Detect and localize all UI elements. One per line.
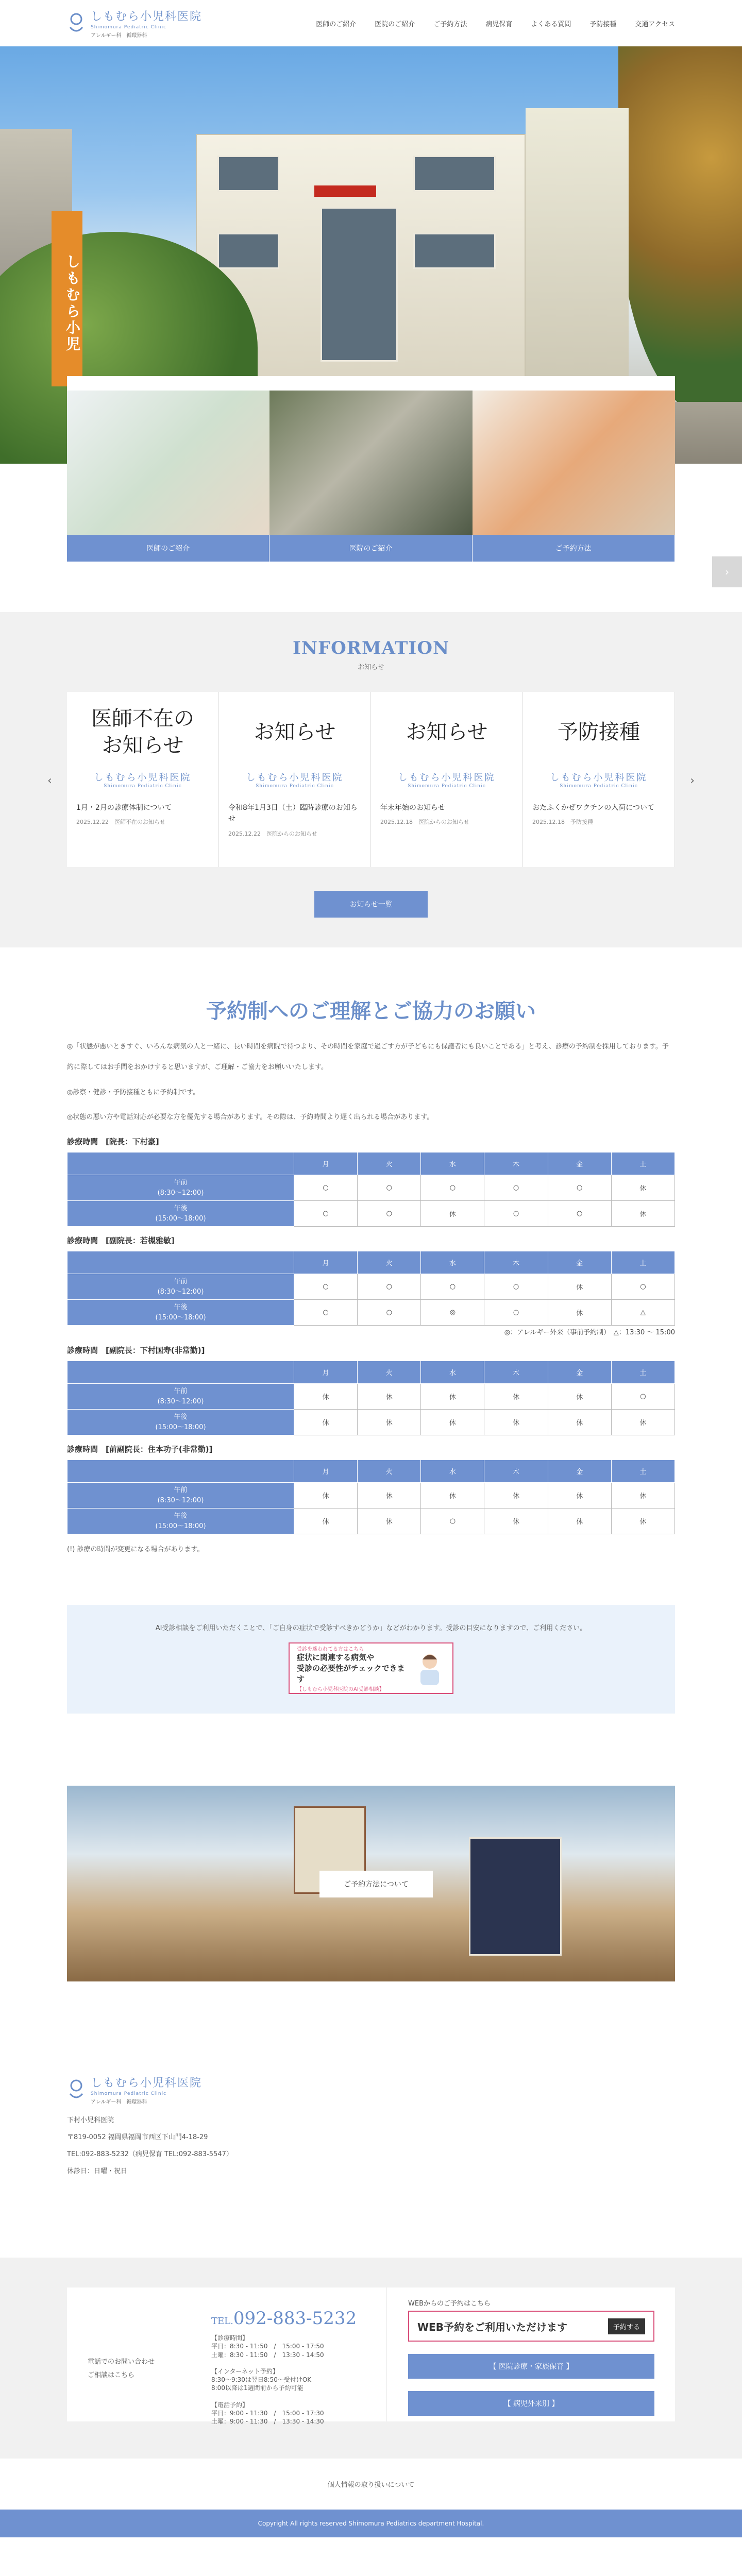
nav-vaccination[interactable]: 予防接種 bbox=[589, 20, 617, 28]
schedule-cell: 休 bbox=[548, 1509, 611, 1534]
news-item[interactable] bbox=[67, 692, 219, 867]
schedule-table bbox=[67, 1152, 675, 1227]
news-thumb-logo-name: しもむら小児科医院 bbox=[246, 772, 344, 783]
reservation-photo bbox=[67, 1786, 675, 1981]
schedule-cell: 休 bbox=[548, 1300, 611, 1326]
day-header: 木 bbox=[484, 1460, 548, 1483]
schedule-cell: 休 bbox=[294, 1410, 358, 1435]
web-reservation-button[interactable]: 予約する bbox=[608, 2318, 645, 2334]
banner-tag: 受診を迷われてる方はこちら bbox=[297, 1646, 364, 1652]
reservation-heading: 予約制へのご理解とご協力のお願い bbox=[206, 999, 536, 1023]
web-reservation-banner[interactable] bbox=[408, 2311, 654, 2342]
day-header: 水 bbox=[421, 1251, 484, 1274]
schedule-cell: 休 bbox=[611, 1509, 674, 1534]
footer-logo-subtitle: アレルギー科 循環器科 bbox=[91, 2099, 147, 2106]
day-header: 月 bbox=[294, 1251, 358, 1274]
day-header: 水 bbox=[421, 1153, 484, 1175]
time-slot-label: 午前 (8:30〜12:00) bbox=[68, 1483, 294, 1509]
nav-faq[interactable]: よくある質問 bbox=[531, 20, 571, 28]
footer-logo-name: しもむら小児科医院 bbox=[91, 2077, 203, 2090]
schedule-cell: ○ bbox=[484, 1175, 548, 1201]
day-header: 火 bbox=[358, 1251, 421, 1274]
news-thumb-logo-sub: Shimomura Pediatric Clinic bbox=[256, 784, 334, 789]
schedule-title: 診療時間 [院長：下村豪] bbox=[67, 1137, 159, 1147]
time-slot-label: 午後 (15:00〜18:00) bbox=[68, 1201, 294, 1227]
schedule-cell: 休 bbox=[548, 1483, 611, 1509]
schedule-table bbox=[67, 1251, 675, 1326]
schedule-cell: △ bbox=[611, 1300, 674, 1326]
table-corner bbox=[68, 1361, 294, 1384]
web-reservation-title: WEB予約をご利用いただけます bbox=[417, 2320, 567, 2333]
table-corner bbox=[68, 1460, 294, 1483]
schedule-cell: ○ bbox=[421, 1509, 484, 1534]
schedule-cell: 休 bbox=[484, 1384, 548, 1410]
card-doctor[interactable] bbox=[67, 391, 269, 562]
day-header: 土 bbox=[611, 1361, 674, 1384]
news-thumb-logo bbox=[532, 770, 665, 789]
news-item[interactable] bbox=[523, 692, 675, 867]
toy-house bbox=[469, 1837, 562, 1956]
day-header: 土 bbox=[611, 1251, 674, 1274]
news-thumb-logo-sub: Shimomura Pediatric Clinic bbox=[560, 784, 638, 789]
news-title[interactable]: 令和8年1月3日（土）臨時診療のお知らせ bbox=[228, 804, 358, 824]
card-reservation-label[interactable]: ご予約方法 bbox=[473, 535, 675, 562]
news-thumb-text: お知らせ bbox=[406, 720, 488, 744]
time-slot-label: 午後 (15:00〜18:00) bbox=[68, 1300, 294, 1326]
reservation-paragraph: ◎診察・健診・予防接種ともに予約制です。 bbox=[67, 1088, 200, 1096]
schedule-cell: 休 bbox=[358, 1384, 421, 1410]
ai-consult-section bbox=[67, 1605, 675, 1714]
schedule-legend: ◎：アレルギー外来（事前予約制） △：13:30 〜 15:00 bbox=[504, 1329, 675, 1337]
news-item[interactable] bbox=[371, 692, 523, 867]
time-slot-label: 午前 (8:30〜12:00) bbox=[68, 1175, 294, 1201]
news-thumb-logo-sub: Shimomura Pediatric Clinic bbox=[104, 784, 182, 789]
day-header: 土 bbox=[611, 1153, 674, 1175]
news-thumb-text: 医師不在の お知らせ bbox=[91, 707, 194, 757]
side-scroll-tab[interactable]: › bbox=[712, 556, 742, 587]
news-meta: 2025.12.22 医院からのお知らせ bbox=[228, 830, 317, 837]
table-row bbox=[68, 1483, 675, 1509]
schedule-cell: 休 bbox=[358, 1509, 421, 1534]
schedule-cell: 休 bbox=[548, 1410, 611, 1435]
footer-phone: TEL:092-883-5232（病児保育 TEL:092-883-5547） bbox=[67, 2150, 233, 2159]
card-clinic-label[interactable]: 医院のご紹介 bbox=[269, 535, 472, 562]
day-header: 火 bbox=[358, 1361, 421, 1384]
news-carousel bbox=[47, 692, 695, 867]
contact-box bbox=[67, 2287, 675, 2426]
news-meta: 2025.12.22 医師不在のお知らせ bbox=[76, 819, 165, 826]
site-header bbox=[0, 0, 742, 46]
news-thumb-logo-name: しもむら小児科医院 bbox=[550, 772, 648, 783]
day-header: 月 bbox=[294, 1361, 358, 1384]
news-thumb-text: お知らせ bbox=[254, 720, 336, 744]
card-doctor-label[interactable]: 医師のご紹介 bbox=[67, 535, 269, 562]
carousel-next-icon[interactable]: › bbox=[690, 774, 695, 787]
day-header: 木 bbox=[484, 1361, 548, 1384]
contact-intro bbox=[67, 2287, 211, 2421]
reservation-info-button[interactable]: ご予約方法について bbox=[319, 1871, 433, 1897]
schedule-cell: ○ bbox=[421, 1274, 484, 1300]
reservation-paragraph: ◎状態の悪い方や電話対応が必要な方を優先する場合があります。その際は、予約時間より遅く出られる場合があります。 bbox=[67, 1113, 434, 1121]
carousel-prev-icon[interactable]: ‹ bbox=[47, 774, 52, 787]
schedule-cell: 休 bbox=[294, 1509, 358, 1534]
information-subheading: お知らせ bbox=[358, 664, 384, 671]
schedule-cell: 休 bbox=[484, 1483, 548, 1509]
reservation-paragraph: ◎「状態が悪いときすぐ、いろんな病気の人と一緒に、長い時間を病院で待つより、その時間を家庭で過ごす方が子どもにも保護者にも良いことである」と考え、診療の予約制を採用しております。予約に際してはお手間をおかけすると思いますが、ご理解・ご協力をお願いいたします。 bbox=[67, 1043, 669, 1072]
day-header: 水 bbox=[421, 1361, 484, 1384]
news-title[interactable]: 1月・2月の診療体制について bbox=[76, 804, 172, 812]
ai-consult-banner[interactable] bbox=[289, 1642, 453, 1694]
reservation-sick-child-button[interactable]: 【 病児外来別 】 bbox=[408, 2391, 654, 2416]
table-corner bbox=[68, 1251, 294, 1274]
schedule-cell: 休 bbox=[484, 1509, 548, 1534]
news-thumb-logo-name: しもむら小児科医院 bbox=[94, 772, 192, 783]
card-photo bbox=[473, 391, 675, 535]
schedule-table bbox=[67, 1460, 675, 1534]
nav-clinic[interactable]: 医院のご紹介 bbox=[375, 20, 415, 28]
schedule-title: 診療時間 [前副院長：住本功子(非常勤)] bbox=[67, 1445, 213, 1454]
news-thumb-text: 予防接種 bbox=[558, 720, 640, 744]
contact-section bbox=[0, 2258, 742, 2459]
phone-label: TEL. bbox=[211, 2316, 233, 2327]
feature-cards bbox=[67, 376, 675, 562]
schedule-cell: ○ bbox=[611, 1384, 674, 1410]
schedule-cell: 休 bbox=[421, 1410, 484, 1435]
site-logo[interactable] bbox=[67, 8, 202, 39]
nav-reservation[interactable]: ご予約方法 bbox=[433, 20, 467, 28]
privacy-link[interactable]: 個人情報の取り扱いについて bbox=[327, 2481, 415, 2489]
building-window bbox=[217, 233, 279, 269]
day-header: 火 bbox=[358, 1153, 421, 1175]
schedule-cell: ○ bbox=[484, 1274, 548, 1300]
schedule-title: 診療時間 [副院長：若槻雅敏] bbox=[67, 1236, 175, 1246]
day-header: 金 bbox=[548, 1153, 611, 1175]
copyright: Copyright All rights reserved Shimomura Pediatrics department Hospital. bbox=[0, 2510, 742, 2537]
table-row bbox=[68, 1300, 675, 1326]
schedule-cell: 休 bbox=[358, 1410, 421, 1435]
time-slot-label: 午前 (8:30〜12:00) bbox=[68, 1274, 294, 1300]
information-heading: INFORMATION bbox=[292, 638, 450, 658]
logo-icon bbox=[67, 12, 86, 35]
phone-number[interactable] bbox=[211, 2308, 386, 2329]
schedule-cell: ○ bbox=[358, 1300, 421, 1326]
schedule-cell: 休 bbox=[611, 1175, 674, 1201]
news-title[interactable]: おたふくかぜワクチンの入荷について bbox=[532, 804, 655, 812]
contact-intro-line: ご相談はこちら bbox=[88, 2371, 135, 2380]
building-window bbox=[321, 207, 398, 362]
schedule-note: (!) 診療の時間が変更になる場合があります。 bbox=[67, 1546, 204, 1554]
schedule-cell: 休 bbox=[548, 1384, 611, 1410]
day-header: 金 bbox=[548, 1460, 611, 1483]
doctor-illustration-icon bbox=[414, 1650, 445, 1686]
table-row bbox=[68, 1201, 675, 1227]
schedule-cell: ○ bbox=[294, 1274, 358, 1300]
clinic-sign: しもむら小児 bbox=[52, 211, 82, 386]
time-slot-label: 午前 (8:30〜12:00) bbox=[68, 1384, 294, 1410]
schedule-cell: 休 bbox=[294, 1483, 358, 1509]
card-photo bbox=[67, 391, 269, 535]
schedule-cell: ○ bbox=[294, 1175, 358, 1201]
footer-closed-days: 休診日：日曜・祝日 bbox=[67, 2167, 128, 2176]
day-header: 木 bbox=[484, 1153, 548, 1175]
schedule-cell: 休 bbox=[611, 1483, 674, 1509]
card-photo bbox=[269, 391, 472, 535]
time-slot-label: 午後 (15:00〜18:00) bbox=[68, 1410, 294, 1435]
nav-doctor[interactable]: 医師のご紹介 bbox=[316, 20, 357, 28]
news-item[interactable] bbox=[219, 692, 371, 867]
main-nav bbox=[316, 19, 675, 28]
contact-intro-line: 電話でのお問い合わせ bbox=[88, 2358, 155, 2366]
table-row bbox=[68, 1175, 675, 1201]
schedule-cell: ○ bbox=[484, 1300, 548, 1326]
card-clinic[interactable] bbox=[269, 391, 472, 562]
schedule-cell: ○ bbox=[548, 1175, 611, 1201]
web-reservation-label: WEBからのご予約はこちら bbox=[408, 2300, 491, 2308]
card-reservation[interactable] bbox=[473, 391, 675, 562]
building-window bbox=[217, 156, 279, 192]
schedule-cell: ○ bbox=[358, 1175, 421, 1201]
schedule-cell: 休 bbox=[358, 1483, 421, 1509]
schedule-cell: ○ bbox=[358, 1201, 421, 1227]
ai-consult-text: AI受診相談をご利用いただくことで、「ご自身の症状で受診すべきかどうか」などがわかります。受診の目安になりますので、ご利用ください。 bbox=[155, 1624, 587, 1633]
news-meta: 2025.12.18 予防接種 bbox=[532, 819, 593, 826]
nav-access[interactable]: 交通アクセス bbox=[635, 20, 675, 28]
phone-digits: 092-883-5232 bbox=[233, 2308, 357, 2329]
building-side bbox=[526, 108, 629, 402]
day-header: 水 bbox=[421, 1460, 484, 1483]
day-header: 木 bbox=[484, 1251, 548, 1274]
schedule-cell: ○ bbox=[421, 1175, 484, 1201]
news-thumb-logo-name: しもむら小児科医院 bbox=[398, 772, 496, 783]
table-row bbox=[68, 1384, 675, 1410]
day-header: 月 bbox=[294, 1153, 358, 1175]
schedule-cell: ○ bbox=[548, 1201, 611, 1227]
contact-hours: 【診療時間】 平日：8:30 - 11:50 / 15:00 - 17:50 土曜：8:30 - 11:50 / 13:30 - 14:50 【インターネット予約】 8:30～9:30は翌日8:50～受付けOK 8:00以降は1週間前から予約可能 【電話予約】 平日：9:00 - 11:30 / 15:00 - 17:30 土曜：9:00 - 11:30 / 13:30 - 14:30 bbox=[211, 2334, 324, 2426]
schedule-cell: ○ bbox=[294, 1201, 358, 1227]
contact-web-block bbox=[386, 2287, 675, 2421]
schedule-cell: ○ bbox=[484, 1201, 548, 1227]
banner-subtitle: 【しもむら小児科医院のAI受診相談】 bbox=[297, 1686, 384, 1692]
schedule-cell: ○ bbox=[358, 1274, 421, 1300]
footer-clinic-name: 下村小児科医院 bbox=[67, 2116, 114, 2125]
news-thumb-logo bbox=[380, 770, 513, 789]
news-title[interactable]: 年末年始のお知らせ bbox=[380, 804, 445, 812]
schedule-cell: 休 bbox=[611, 1410, 674, 1435]
logo-icon bbox=[67, 2078, 86, 2101]
schedule-cell: ○ bbox=[294, 1300, 358, 1326]
footer-address: 〒819-0052 福岡県福岡市西区下山門4-18-29 bbox=[67, 2133, 208, 2142]
building-window bbox=[413, 233, 496, 269]
day-header: 月 bbox=[294, 1460, 358, 1483]
time-slot-label: 午後 (15:00〜18:00) bbox=[68, 1509, 294, 1534]
table-row bbox=[68, 1509, 675, 1534]
day-header: 金 bbox=[548, 1251, 611, 1274]
schedule-cell: 休 bbox=[421, 1483, 484, 1509]
banner-title: 症状に関連する病気や 受診の必要性がチェックできます bbox=[297, 1652, 405, 1684]
day-header: 火 bbox=[358, 1460, 421, 1483]
news-thumb-logo bbox=[76, 770, 209, 789]
contact-phone-block bbox=[211, 2287, 386, 2426]
tree-right bbox=[618, 46, 742, 417]
schedule-cell: ◎ bbox=[421, 1300, 484, 1326]
building-window bbox=[413, 156, 496, 192]
news-list-button[interactable]: お知らせ一覧 bbox=[314, 891, 428, 918]
news-meta: 2025.12.18 医院からのお知らせ bbox=[380, 819, 469, 826]
schedule-table bbox=[67, 1361, 675, 1435]
logo-subtitle: アレルギー科 循環器科 bbox=[91, 33, 147, 39]
schedule-tables bbox=[67, 1136, 675, 1534]
day-header: 金 bbox=[548, 1361, 611, 1384]
logo-name: しもむら小児科医院 bbox=[91, 10, 203, 23]
footer-logo[interactable] bbox=[67, 2074, 675, 2105]
reservation-family-button[interactable]: 【 医院診療・家族保育 】 bbox=[408, 2354, 654, 2379]
schedule-cell: 休 bbox=[294, 1384, 358, 1410]
logo-english: Shimomura Pediatric Clinic bbox=[91, 25, 167, 30]
reservation-section bbox=[67, 947, 675, 1553]
news-thumb-logo-sub: Shimomura Pediatric Clinic bbox=[408, 784, 486, 789]
schedule-cell: 休 bbox=[421, 1201, 484, 1227]
nav-sick-child-care[interactable]: 病児保育 bbox=[485, 20, 513, 28]
schedule-title: 診療時間 [副院長：下村国寿(非常勤)] bbox=[67, 1346, 205, 1355]
schedule-cell: 休 bbox=[548, 1274, 611, 1300]
schedule-cell: 休 bbox=[421, 1384, 484, 1410]
table-corner bbox=[68, 1153, 294, 1175]
schedule-cell: ○ bbox=[611, 1274, 674, 1300]
footer-clinic-info bbox=[67, 2074, 675, 2175]
table-row bbox=[68, 1274, 675, 1300]
building-awning bbox=[314, 185, 376, 197]
news-thumb-logo bbox=[228, 770, 361, 789]
schedule-cell: 休 bbox=[484, 1410, 548, 1435]
footer-logo-english: Shimomura Pediatric Clinic bbox=[91, 2091, 167, 2097]
day-header: 土 bbox=[611, 1460, 674, 1483]
information-section bbox=[0, 612, 742, 947]
schedule-cell: 休 bbox=[611, 1201, 674, 1227]
table-row bbox=[68, 1410, 675, 1435]
